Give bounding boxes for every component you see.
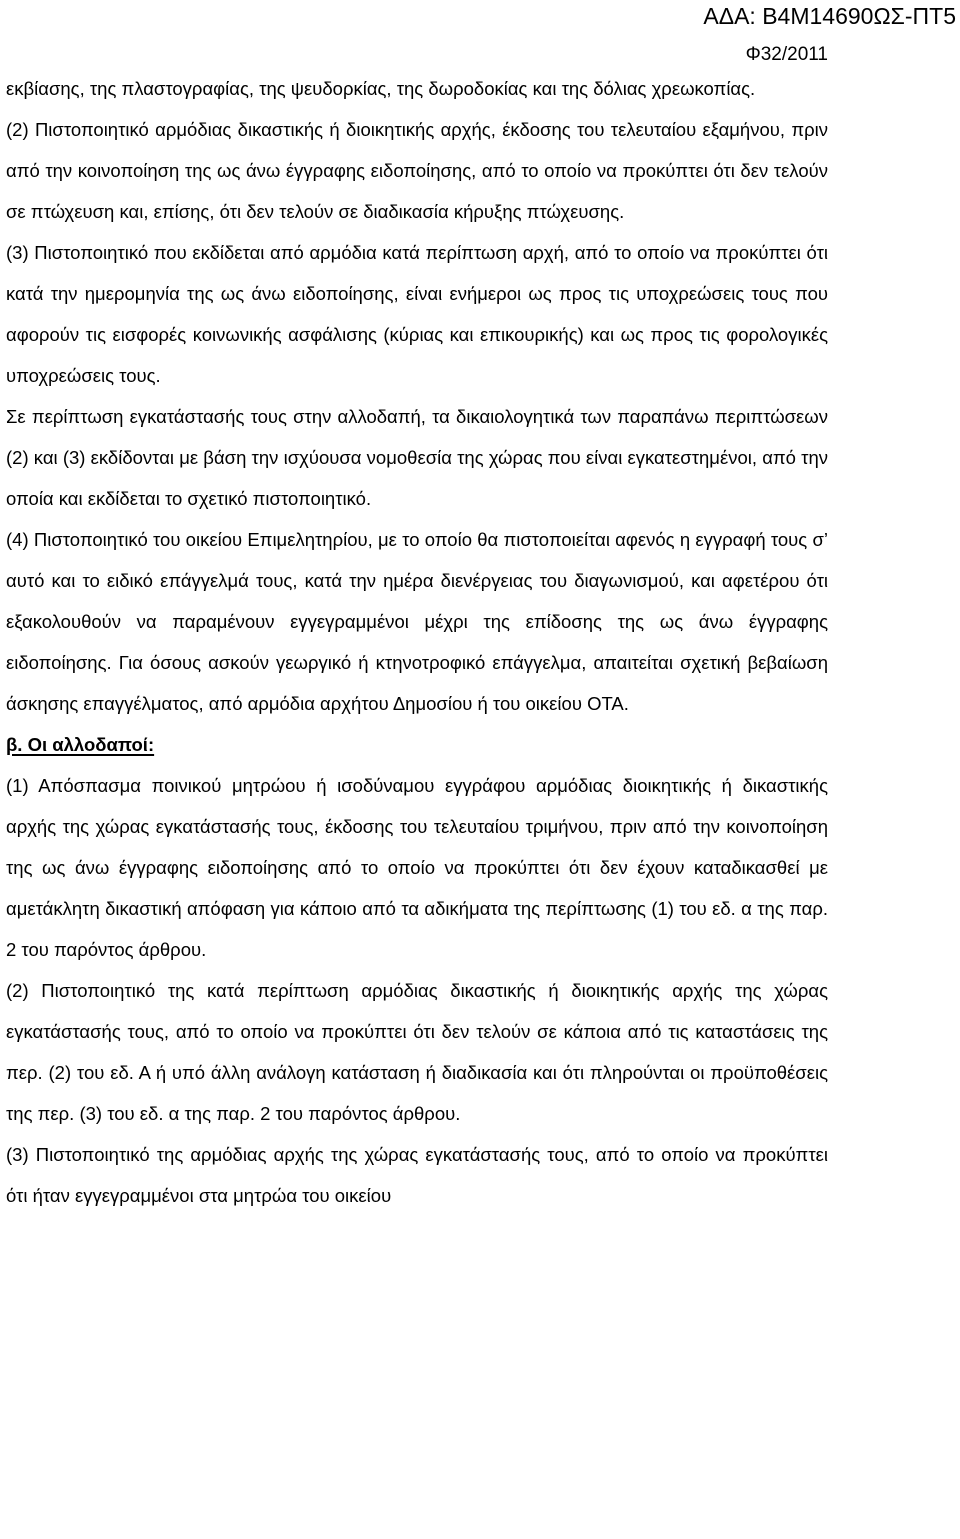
paragraph-item-4: (4) Πιστοποιητικό του οικείου Επιμελητηρίου, με το οποίο θα πιστοποιείται αφενός η εγγραφή τους σ’ αυτό και το ειδικό επάγγελμά τους, κατά την ημέρα διενέργειας του διαγωνισμού, και αφετέρου ότι εξακολουθούν να παραμένουν εγγεγραμμένοι μέχρι της επίδοσης της ως άνω έγγραφης ειδοποίησης. Για όσους ασκούν γεωργικό ή κτηνοτροφικό επάγγελμα, απαιτείται σχετική βεβαίωση άσκησης επαγγέλματος, από αρμόδια αρχήτου Δημοσίου ή του οικείου ΟΤΑ. xyxy=(6,529,828,714)
document-body xyxy=(6,68,828,1216)
section-b-item-1: (1) Απόσπασμα ποινικού μητρώου ή ισοδύναμου εγγράφου αρμόδιας διοικητικής ή δικαστικής αρχής της χώρας εγκατάστασής τους, έκδοσης του τελευταίου τριμήνου, πριν από την κοινοποίηση της ως άνω έγγραφης ειδοποίησης από το οποίο να προκύπτει ότι δεν έχουν καταδικασθεί με αμετάκλητη δικαστική απόφαση για κάποιο από τα αδικήματα της περίπτωσης (1) του εδ. α της παρ. 2 του παρόντος άρθρου. xyxy=(6,775,828,960)
protocol-reference: Φ32/2011 xyxy=(745,44,828,65)
paragraph-continuation: εκβίασης, της πλαστογραφίας, της ψευδορκίας, της δωροδοκίας και της δόλιας χρεωκοπίας. xyxy=(6,78,756,99)
paragraph-item-2: (2) Πιστοποιητικό αρμόδιας δικαστικής ή διοικητικής αρχής, έκδοσης του τελευταίου εξαμήνου, πριν από την κοινοποίηση της ως άνω έγγραφης ειδοποίησης, από το οποίο να προκύπτει ότι δεν τελούν σε πτώχευση και, επίσης, ότι δεν τελούν σε διαδικασία κήρυξης πτώχευσης. xyxy=(6,119,828,222)
section-b-heading: β. Οι αλλοδαποί: xyxy=(6,734,155,755)
section-b-item-2: (2) Πιστοποιητικό της κατά περίπτωση αρμόδιας δικαστικής ή διοικητικής αρχής της χώρας εγκατάστασής τους, από το οποίο να προκύπτει ότι δεν τελούν σε κάποια από τις καταστάσεις της περ. (2) του εδ. Α ή υπό άλλη ανάλογη κατάσταση ή διαδικασία και ότι πληρούνται οι προϋποθέσεις της περ. (3) του εδ. α της παρ. 2 του παρόντος άρθρου. xyxy=(6,980,828,1124)
ada-code: ΑΔΑ: Β4Μ14690ΩΣ-ΠΤ5 xyxy=(703,3,956,29)
paragraph-item-3: (3) Πιστοποιητικό που εκδίδεται από αρμόδια κατά περίπτωση αρχή, από το οποίο να προκύπτει ότι κατά την ημερομηνία της ως άνω ειδοποίησης, είναι ενήμεροι ως προς τις υποχρεώσεις τους που αφορούν τις εισφορές κοινωνικής ασφάλισης (κύριας και επικουρικής) και ως προς τις φορολογικές υποχρεώσεις τους. xyxy=(6,242,828,386)
paragraph-foreign-establishment: Σε περίπτωση εγκατάστασής τους στην αλλοδαπή, τα δικαιολογητικά των παραπάνω περιπτώσεων (2) και (3) εκδίδονται με βάση την ισχύουσα νομοθεσία της χώρας που είναι εγκατεστημένοι, από την οποία και εκδίδεται το σχετικό πιστοποιητικό. xyxy=(6,406,828,509)
section-b-item-3: (3) Πιστοποιητικό της αρμόδιας αρχής της χώρας εγκατάστασής τους, από το οποίο να προκύπτει ότι ήταν εγγεγραμμένοι στα μητρώα του οικείου xyxy=(6,1144,828,1206)
